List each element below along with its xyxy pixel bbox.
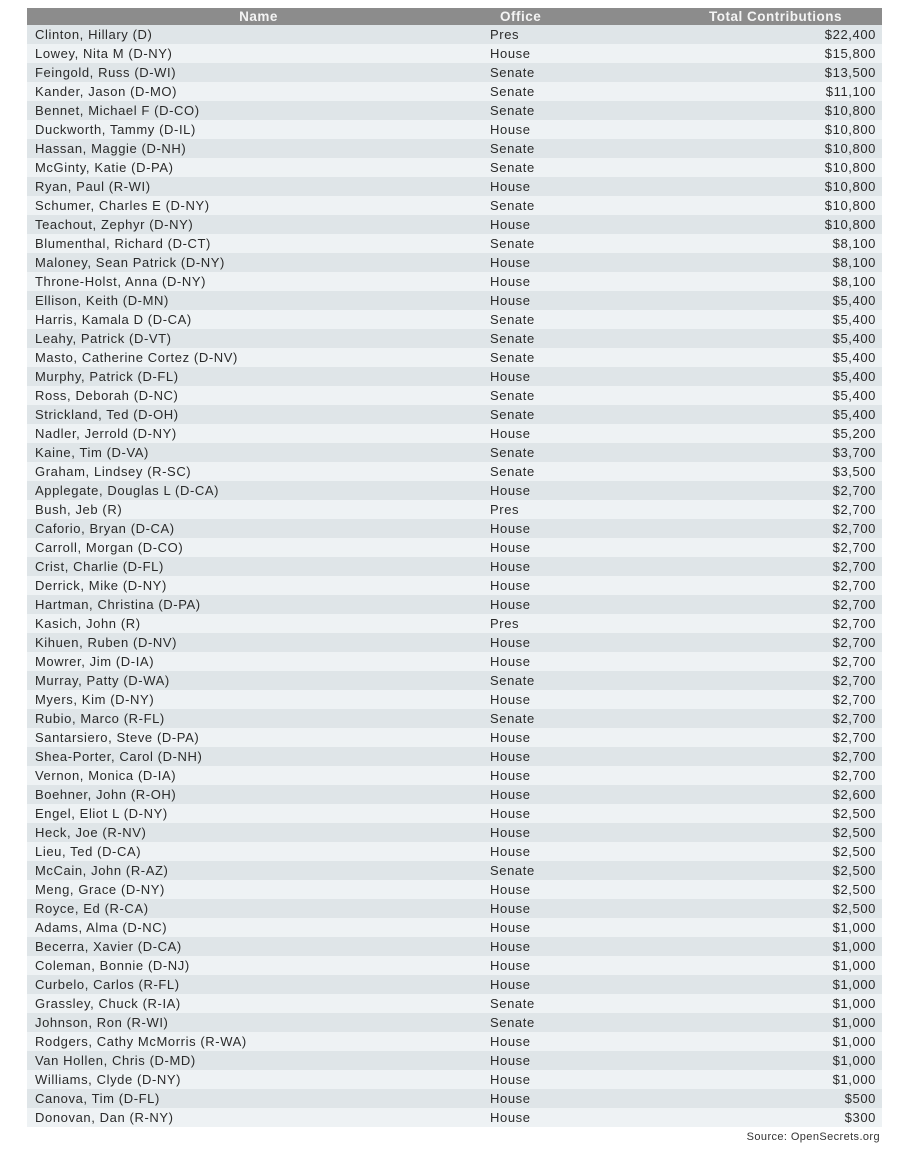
cell-name: Kasich, John (R) [27,614,490,633]
cell-name: Clinton, Hillary (D) [27,25,490,44]
table-row [27,120,882,139]
cell-total: $500 [640,1089,882,1108]
table-row [27,880,882,899]
cell-name: Graham, Lindsey (R-SC) [27,462,490,481]
cell-total: $2,700 [640,671,882,690]
cell-total: $2,700 [640,766,882,785]
cell-name: Engel, Eliot L (D-NY) [27,804,490,823]
table-row [27,177,882,196]
table-row [27,158,882,177]
cell-office: House [490,177,640,196]
table-row [27,1032,882,1051]
cell-name: McGinty, Katie (D-PA) [27,158,490,177]
table-row [27,234,882,253]
table-row [27,101,882,120]
cell-name: Throne-Holst, Anna (D-NY) [27,272,490,291]
table-row [27,918,882,937]
contributions-table [27,8,882,1127]
table-row [27,253,882,272]
table-row [27,1070,882,1089]
cell-office: Pres [490,500,640,519]
table-row [27,82,882,101]
cell-total: $1,000 [640,975,882,994]
table-row [27,1089,882,1108]
cell-name: Leahy, Patrick (D-VT) [27,329,490,348]
cell-total: $10,800 [640,215,882,234]
cell-office: Senate [490,861,640,880]
table-row [27,63,882,82]
cell-total: $2,500 [640,842,882,861]
table-row [27,614,882,633]
table-row [27,215,882,234]
table-row [27,405,882,424]
cell-name: Strickland, Ted (D-OH) [27,405,490,424]
cell-office: House [490,253,640,272]
cell-name: Coleman, Bonnie (D-NJ) [27,956,490,975]
cell-name: Van Hollen, Chris (D-MD) [27,1051,490,1070]
cell-office: House [490,576,640,595]
cell-name: Grassley, Chuck (R-IA) [27,994,490,1013]
cell-total: $2,700 [640,709,882,728]
cell-office: Senate [490,671,640,690]
cell-name: Myers, Kim (D-NY) [27,690,490,709]
cell-office: House [490,842,640,861]
cell-total: $5,400 [640,405,882,424]
cell-office: House [490,44,640,63]
cell-office: Senate [490,329,640,348]
cell-total: $2,700 [640,576,882,595]
cell-name: Meng, Grace (D-NY) [27,880,490,899]
table-row [27,823,882,842]
cell-total: $1,000 [640,918,882,937]
cell-name: Ellison, Keith (D-MN) [27,291,490,310]
cell-office: House [490,557,640,576]
cell-total: $10,800 [640,120,882,139]
cell-name: Hassan, Maggie (D-NH) [27,139,490,158]
cell-total: $5,400 [640,310,882,329]
table-row [27,462,882,481]
cell-name: Kander, Jason (D-MO) [27,82,490,101]
cell-total: $8,100 [640,234,882,253]
table-row [27,424,882,443]
table-row [27,139,882,158]
cell-name: Maloney, Sean Patrick (D-NY) [27,253,490,272]
cell-name: Adams, Alma (D-NC) [27,918,490,937]
cell-office: House [490,937,640,956]
cell-office: House [490,120,640,139]
cell-total: $2,700 [640,614,882,633]
cell-total: $5,400 [640,348,882,367]
cell-total: $2,500 [640,823,882,842]
cell-office: Senate [490,443,640,462]
cell-total: $2,700 [640,519,882,538]
cell-name: Harris, Kamala D (D-CA) [27,310,490,329]
table-row [27,44,882,63]
cell-name: Kaine, Tim (D-VA) [27,443,490,462]
cell-total: $5,400 [640,386,882,405]
cell-office: Senate [490,405,640,424]
cell-name: Williams, Clyde (D-NY) [27,1070,490,1089]
cell-name: Masto, Catherine Cortez (D-NV) [27,348,490,367]
cell-name: Teachout, Zephyr (D-NY) [27,215,490,234]
table-row [27,994,882,1013]
table-row [27,671,882,690]
table-row [27,956,882,975]
table-row [27,310,882,329]
cell-name: Ross, Deborah (D-NC) [27,386,490,405]
cell-total: $10,800 [640,101,882,120]
cell-office: Senate [490,139,640,158]
table-row [27,25,882,44]
contributions-table-container [27,8,882,1127]
cell-name: Donovan, Dan (R-NY) [27,1108,490,1127]
cell-office: House [490,481,640,500]
table-row [27,595,882,614]
cell-name: McCain, John (R-AZ) [27,861,490,880]
cell-name: Rodgers, Cathy McMorris (R-WA) [27,1032,490,1051]
cell-total: $2,500 [640,880,882,899]
cell-office: Senate [490,348,640,367]
cell-total: $1,000 [640,956,882,975]
cell-office: Pres [490,25,640,44]
cell-total: $10,800 [640,177,882,196]
table-row [27,975,882,994]
cell-office: House [490,291,640,310]
cell-total: $10,800 [640,139,882,158]
table-row [27,329,882,348]
cell-name: Carroll, Morgan (D-CO) [27,538,490,557]
cell-office: House [490,1051,640,1070]
cell-office: House [490,424,640,443]
table-row [27,1013,882,1032]
cell-total: $11,100 [640,82,882,101]
cell-name: Royce, Ed (R-CA) [27,899,490,918]
cell-name: Lieu, Ted (D-CA) [27,842,490,861]
cell-office: House [490,956,640,975]
cell-office: Senate [490,234,640,253]
table-row [27,291,882,310]
cell-office: House [490,918,640,937]
cell-office: House [490,823,640,842]
table-row [27,519,882,538]
cell-office: House [490,595,640,614]
cell-name: Kihuen, Ruben (D-NV) [27,633,490,652]
cell-total: $10,800 [640,158,882,177]
table-row [27,1108,882,1127]
table-row [27,766,882,785]
cell-total: $22,400 [640,25,882,44]
cell-office: House [490,367,640,386]
header-total-contributions: Total Contributions [640,8,882,25]
cell-name: Bush, Jeb (R) [27,500,490,519]
cell-name: Murphy, Patrick (D-FL) [27,367,490,386]
cell-office: House [490,766,640,785]
cell-name: Hartman, Christina (D-PA) [27,595,490,614]
cell-office: House [490,215,640,234]
cell-office: House [490,538,640,557]
cell-office: Senate [490,101,640,120]
cell-name: Heck, Joe (R-NV) [27,823,490,842]
cell-office: House [490,519,640,538]
cell-name: Lowey, Nita M (D-NY) [27,44,490,63]
cell-name: Murray, Patty (D-WA) [27,671,490,690]
cell-name: Shea-Porter, Carol (D-NH) [27,747,490,766]
cell-office: House [490,652,640,671]
table-row [27,690,882,709]
table-row [27,367,882,386]
cell-total: $2,500 [640,899,882,918]
cell-total: $2,700 [640,728,882,747]
cell-name: Caforio, Bryan (D-CA) [27,519,490,538]
cell-total: $2,700 [640,747,882,766]
cell-office: House [490,1108,640,1127]
cell-office: Senate [490,462,640,481]
cell-total: $1,000 [640,1013,882,1032]
cell-office: House [490,785,640,804]
table-row [27,443,882,462]
cell-name: Duckworth, Tammy (D-IL) [27,120,490,139]
cell-name: Derrick, Mike (D-NY) [27,576,490,595]
table-row [27,1051,882,1070]
cell-total: $2,700 [640,481,882,500]
table-row [27,709,882,728]
cell-total: $2,700 [640,633,882,652]
table-row [27,272,882,291]
cell-office: House [490,1089,640,1108]
table-row [27,652,882,671]
cell-total: $5,400 [640,329,882,348]
cell-office: Senate [490,709,640,728]
cell-name: Bennet, Michael F (D-CO) [27,101,490,120]
cell-name: Ryan, Paul (R-WI) [27,177,490,196]
table-row [27,576,882,595]
header-name: Name [27,8,490,25]
cell-total: $2,700 [640,538,882,557]
table-row [27,481,882,500]
table-row [27,804,882,823]
cell-office: House [490,899,640,918]
cell-total: $3,500 [640,462,882,481]
cell-office: Senate [490,82,640,101]
cell-office: House [490,747,640,766]
cell-name: Feingold, Russ (D-WI) [27,63,490,82]
cell-name: Mowrer, Jim (D-IA) [27,652,490,671]
cell-office: Senate [490,1013,640,1032]
cell-name: Canova, Tim (D-FL) [27,1089,490,1108]
cell-name: Applegate, Douglas L (D-CA) [27,481,490,500]
cell-office: Senate [490,158,640,177]
cell-total: $1,000 [640,1032,882,1051]
cell-total: $2,700 [640,652,882,671]
cell-office: Senate [490,310,640,329]
header-office: Office [490,8,640,25]
cell-name: Becerra, Xavier (D-CA) [27,937,490,956]
source-credit: Source: OpenSecrets.org [746,1131,880,1143]
table-row [27,728,882,747]
cell-name: Curbelo, Carlos (R-FL) [27,975,490,994]
cell-office: Pres [490,614,640,633]
table-row [27,747,882,766]
cell-office: House [490,1070,640,1089]
cell-office: House [490,804,640,823]
cell-office: Senate [490,63,640,82]
cell-office: Senate [490,994,640,1013]
cell-office: House [490,880,640,899]
table-row [27,196,882,215]
cell-name: Nadler, Jerrold (D-NY) [27,424,490,443]
cell-office: House [490,1032,640,1051]
table-row [27,899,882,918]
cell-total: $1,000 [640,1051,882,1070]
cell-total: $15,800 [640,44,882,63]
cell-total: $2,600 [640,785,882,804]
cell-total: $1,000 [640,994,882,1013]
cell-total: $13,500 [640,63,882,82]
cell-name: Boehner, John (R-OH) [27,785,490,804]
table-row [27,386,882,405]
cell-office: House [490,690,640,709]
cell-name: Vernon, Monica (D-IA) [27,766,490,785]
table-row [27,937,882,956]
cell-office: House [490,633,640,652]
table-row [27,557,882,576]
cell-name: Rubio, Marco (R-FL) [27,709,490,728]
cell-office: Senate [490,196,640,215]
cell-name: Santarsiero, Steve (D-PA) [27,728,490,747]
cell-name: Blumenthal, Richard (D-CT) [27,234,490,253]
table-row [27,633,882,652]
table-row [27,538,882,557]
cell-total: $5,200 [640,424,882,443]
cell-total: $8,100 [640,272,882,291]
cell-total: $1,000 [640,1070,882,1089]
table-row [27,861,882,880]
cell-office: House [490,272,640,291]
cell-total: $2,700 [640,595,882,614]
cell-office: House [490,975,640,994]
table-row [27,348,882,367]
cell-total: $5,400 [640,367,882,386]
cell-name: Johnson, Ron (R-WI) [27,1013,490,1032]
cell-office: House [490,728,640,747]
cell-total: $2,700 [640,500,882,519]
cell-total: $2,700 [640,557,882,576]
header-row [27,8,882,25]
cell-total: $5,400 [640,291,882,310]
cell-total: $10,800 [640,196,882,215]
cell-office: Senate [490,386,640,405]
table-row [27,785,882,804]
cell-total: $2,500 [640,804,882,823]
cell-total: $300 [640,1108,882,1127]
table-row [27,842,882,861]
cell-total: $2,700 [640,690,882,709]
table-row [27,500,882,519]
cell-name: Crist, Charlie (D-FL) [27,557,490,576]
cell-total: $1,000 [640,937,882,956]
cell-total: $2,500 [640,861,882,880]
table-body [27,25,882,1127]
table-header [27,8,882,25]
cell-total: $3,700 [640,443,882,462]
cell-name: Schumer, Charles E (D-NY) [27,196,490,215]
cell-total: $8,100 [640,253,882,272]
